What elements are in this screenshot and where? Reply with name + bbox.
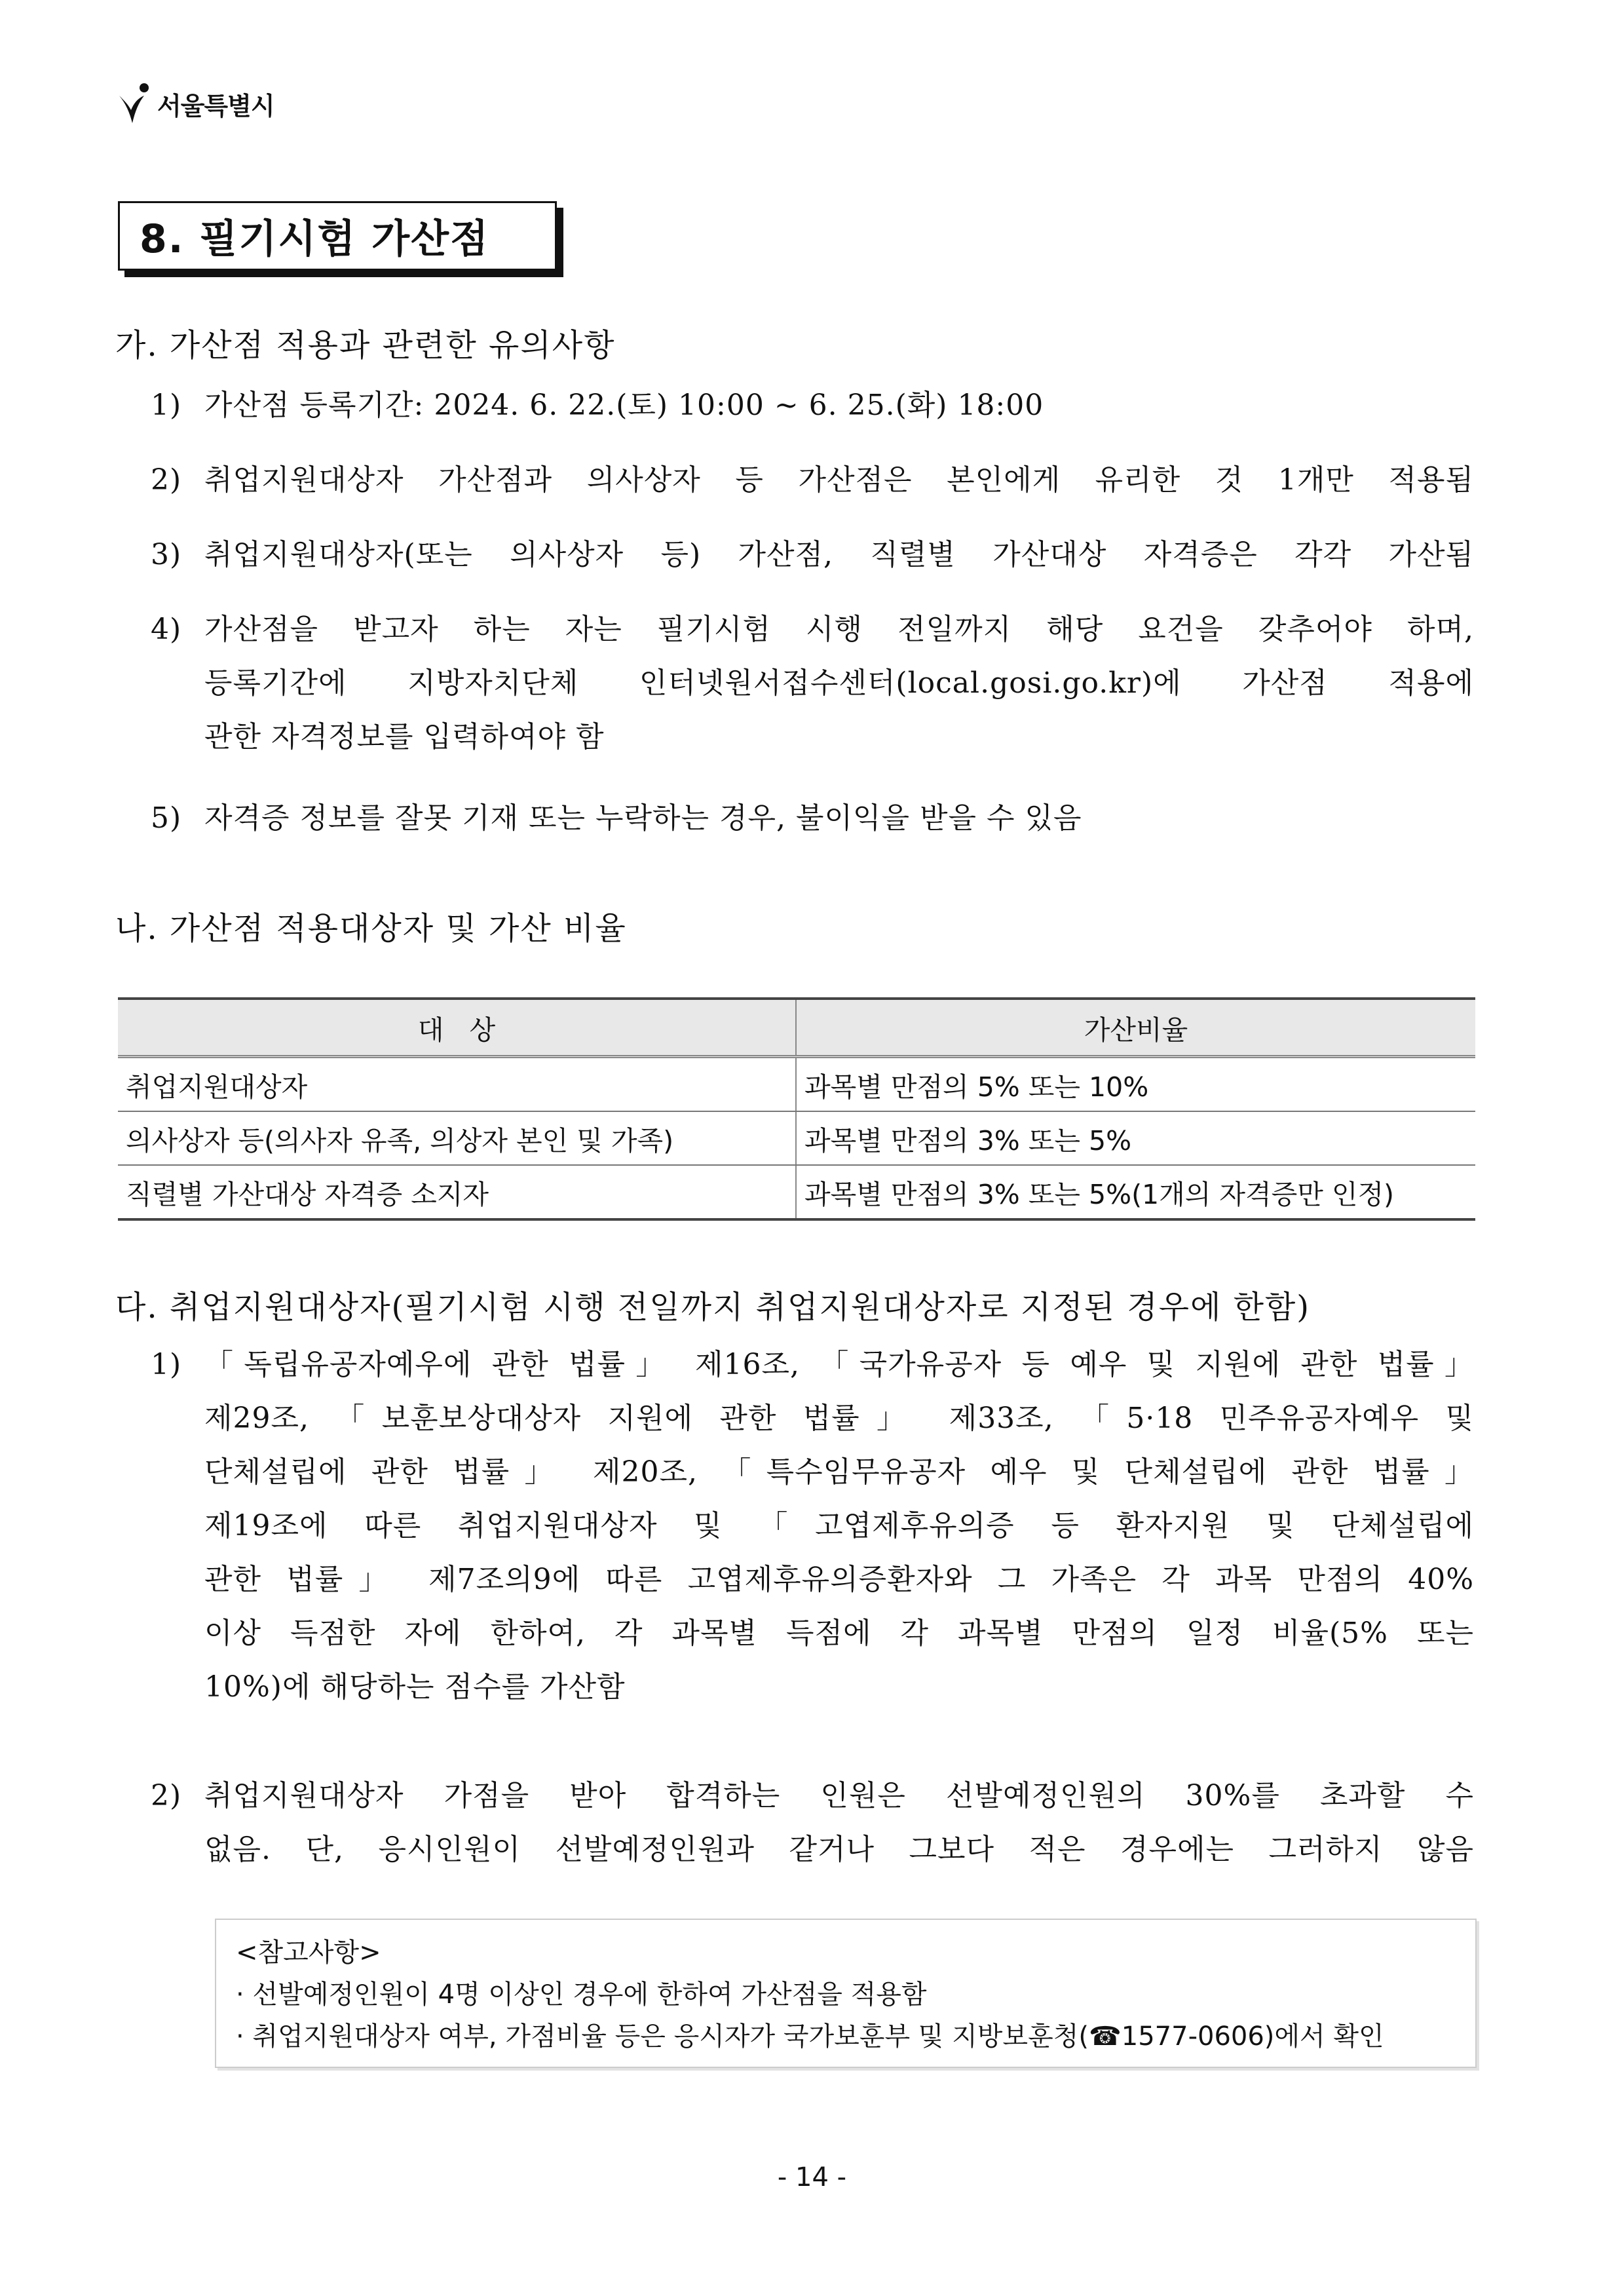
table-cell: 취업지원대상자 xyxy=(118,1057,796,1112)
heading-na: 나. 가산점 적용대상자 및 가산 비율 xyxy=(115,910,627,947)
bonus-ratio-table xyxy=(118,997,1475,1221)
reference-note-box xyxy=(215,1919,1477,2068)
table-cell: 과목별 만점의 5% 또는 10% xyxy=(796,1057,1475,1112)
item-text: 취업지원대상자 가산점과 의사상자 등 가산점은 본인에게 유리한 것 1개만 적용됨 xyxy=(204,463,1474,497)
item-text: 자격증 정보를 잘못 기재 또는 누락하는 경우, 불이익을 받을 수 있음 xyxy=(204,801,1082,835)
table-cell: 과목별 만점의 3% 또는 5%(1개의 자격증만 인정) xyxy=(796,1165,1475,1219)
list-item xyxy=(151,1769,1474,1877)
item-number: 4) xyxy=(151,613,182,646)
seoul-logo xyxy=(115,81,274,126)
item-text: 등록기간에 지방자치단체 인터넷원서접수센터(local.gosi.go.kr)에 가산점 적용에 xyxy=(204,666,1474,700)
page-number: - 14 - xyxy=(777,2162,847,2192)
section-title: 8. 필기시험 가산점 xyxy=(140,216,490,262)
item-number: 2) xyxy=(151,1779,182,1812)
table-cell: 의사상자 등(의사자 유족, 의상자 본인 및 가족) xyxy=(118,1111,796,1165)
column-header-target: 대 상 xyxy=(118,999,796,1057)
item-number: 5) xyxy=(151,801,182,835)
item-text: 가산점 등록기간: 2024. 6. 22.(토) 10:00 ~ 6. 25.(화) 18:00 xyxy=(204,389,1044,422)
seoul-symbol-icon xyxy=(115,81,153,126)
item-text: 관한 법률」 제7조의9에 따른 고엽제후유의증환자와 그 가족은 각 과목 만점의 40% xyxy=(204,1563,1474,1596)
item-text: 단체설립에 관한 법률」 제20조, 「특수임무유공자 예우 및 단체설립에 관한 법률」 xyxy=(204,1455,1474,1489)
table-cell: 직렬별 가산대상 자격증 소지자 xyxy=(118,1165,796,1219)
note-line: · 취업지원대상자 여부, 가점비율 등은 응시자가 국가보훈부 및 지방보훈청(☎1577-0606)에서 확인 xyxy=(236,2021,1384,2052)
item-text: 없음. 단, 응시인원이 선발예정인원과 같거나 그보다 적은 경우에는 그러하지 않음 xyxy=(204,1833,1474,1866)
item-text: 제19조에 따른 취업지원대상자 및 「고엽제후유의증 등 환자지원 및 단체설립에 xyxy=(204,1509,1474,1542)
list-item xyxy=(151,603,1474,764)
item-text: 취업지원대상자 가점을 받아 합격하는 인원은 선발예정인원의 30%를 초과할 수 xyxy=(204,1779,1474,1812)
heading-ga: 가. 가산점 적용과 관련한 유의사항 xyxy=(115,327,616,364)
table-row xyxy=(118,1165,1475,1219)
item-text: 관한 자격정보를 입력하여야 함 xyxy=(204,720,605,754)
item-number: 2) xyxy=(151,463,182,497)
item-text: 10%)에 해당하는 점수를 가산함 xyxy=(204,1670,626,1704)
list-item xyxy=(151,1338,1474,1714)
org-name: 서울특별시 xyxy=(157,91,274,121)
item-number: 1) xyxy=(151,1348,182,1381)
list-item xyxy=(151,453,1474,507)
column-header-ratio: 가산비율 xyxy=(796,999,1475,1057)
note-title: <참고사항> xyxy=(236,1938,381,1968)
item-text: 가산점을 받고자 하는 자는 필기시험 시행 전일까지 해당 요건을 갖추어야 하며, xyxy=(204,613,1474,646)
list-item xyxy=(151,379,1474,432)
item-number: 1) xyxy=(151,389,182,422)
note-line: · 선발예정인원이 4명 이상인 경우에 한하여 가산점을 적용함 xyxy=(236,1980,927,2010)
list-item xyxy=(151,792,1474,845)
item-text: 「독립유공자예우에 관한 법률」 제16조, 「국가유공자 등 예우 및 지원에 관한 법률」 xyxy=(204,1348,1474,1381)
heading-da: 다. 취업지원대상자(필기시험 시행 전일까지 취업지원대상자로 지정된 경우에 한함) xyxy=(115,1289,1311,1326)
table-cell: 과목별 만점의 3% 또는 5% xyxy=(796,1111,1475,1165)
item-text: 취업지원대상자(또는 의사상자 등) 가산점, 직렬별 가산대상 자격증은 각각 가산됨 xyxy=(204,538,1474,571)
table-header-row xyxy=(118,999,1475,1057)
section-title-box xyxy=(118,201,557,271)
item-text: 이상 득점한 자에 한하여, 각 과목별 득점에 각 과목별 만점의 일정 비율(5% 또는 xyxy=(204,1617,1474,1650)
table-row xyxy=(118,1057,1475,1112)
list-item xyxy=(151,528,1474,582)
item-text: 제29조, 「보훈보상대상자 지원에 관한 법률」 제33조, 「5·18 민주유공자예우 및 xyxy=(204,1402,1474,1435)
item-number: 3) xyxy=(151,538,182,571)
table-row xyxy=(118,1111,1475,1165)
